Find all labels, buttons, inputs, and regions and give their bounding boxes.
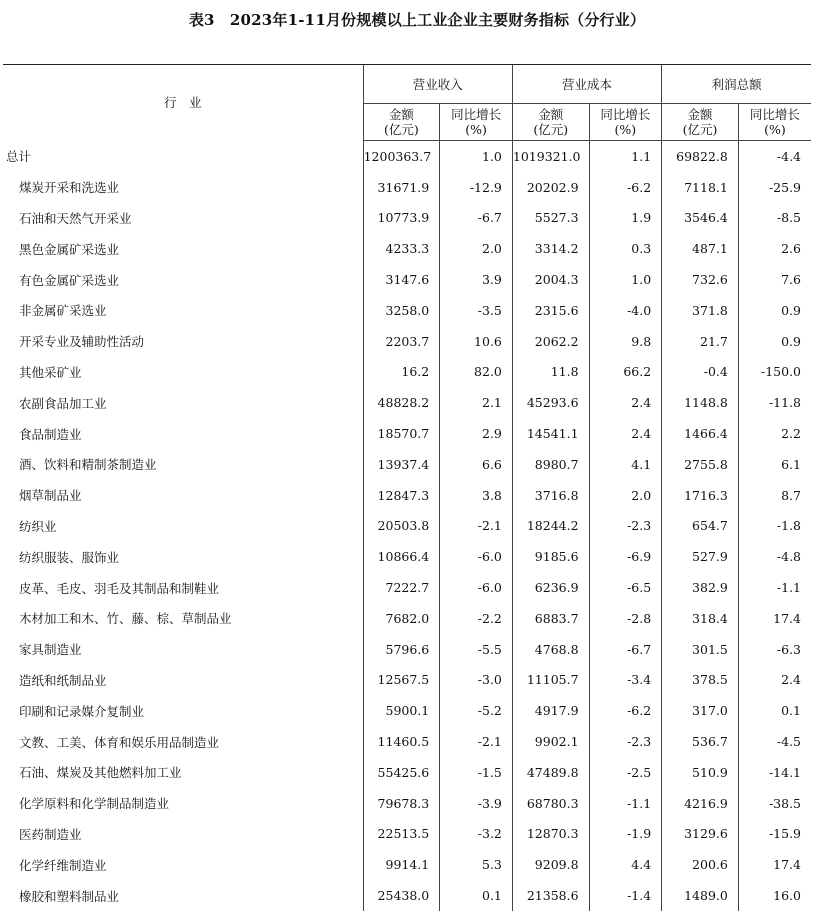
value-cell: 2.2	[738, 418, 811, 449]
value-cell: 25438.0	[363, 880, 440, 911]
value-cell: 2203.7	[363, 326, 440, 357]
value-cell: 9902.1	[512, 726, 589, 757]
value-cell: -8.5	[738, 203, 811, 234]
value-cell: 13937.4	[363, 449, 440, 480]
table-row	[3, 480, 811, 511]
financial-indicators-table	[3, 64, 811, 911]
value-cell: 69822.8	[662, 141, 739, 172]
table-row	[3, 233, 811, 264]
value-cell: 82.0	[440, 357, 513, 388]
industry-name: 食品制造业	[19, 426, 82, 442]
table-row	[3, 665, 811, 696]
value-cell: 3.9	[440, 264, 513, 295]
industry-name: 酒、饮料和精制茶制造业	[19, 457, 157, 473]
value-cell: 0.3	[589, 233, 662, 264]
profit-header: 利润总额	[662, 65, 811, 104]
value-cell: 200.6	[662, 849, 739, 880]
value-cell: 12847.3	[363, 480, 440, 511]
value-cell: 68780.3	[512, 788, 589, 819]
value-cell: -4.0	[589, 295, 662, 326]
value-cell: -3.9	[440, 788, 513, 819]
value-cell: -150.0	[738, 357, 811, 388]
value-cell: -2.1	[440, 511, 513, 542]
value-cell: 5.3	[440, 849, 513, 880]
table-row	[3, 326, 811, 357]
profit-amount-header	[662, 104, 739, 141]
value-cell: -25.9	[738, 172, 811, 203]
industry-name: 造纸和纸制品业	[19, 672, 107, 688]
value-cell: 371.8	[662, 295, 739, 326]
table-row	[3, 511, 811, 542]
value-cell: 3.8	[440, 480, 513, 511]
value-cell: 1489.0	[662, 880, 739, 911]
header-unit: (亿元)	[384, 122, 419, 137]
value-cell: 1.1	[589, 141, 662, 172]
value-cell: 4.1	[589, 449, 662, 480]
value-cell: -1.5	[440, 757, 513, 788]
value-cell: 318.4	[662, 603, 739, 634]
value-cell: -6.0	[440, 572, 513, 603]
value-cell: 20202.9	[512, 172, 589, 203]
industry-name: 烟草制品业	[19, 488, 82, 504]
value-cell: 1.0	[589, 264, 662, 295]
value-cell: -2.8	[589, 603, 662, 634]
value-cell: -6.7	[440, 203, 513, 234]
header-unit: (亿元)	[533, 122, 569, 137]
value-cell: -1.4	[589, 880, 662, 911]
value-cell: 17.4	[738, 603, 811, 634]
industry-name: 纺织业	[19, 518, 57, 534]
industry-name: 黑色金属矿采选业	[19, 241, 120, 257]
header-label: 同比增长	[749, 107, 800, 122]
value-cell: 378.5	[662, 665, 739, 696]
value-cell: 1716.3	[662, 480, 739, 511]
value-cell: 12870.3	[512, 819, 589, 850]
value-cell: -6.0	[440, 541, 513, 572]
industry-name: 印刷和记录媒介复制业	[19, 703, 145, 719]
value-cell: 4.4	[589, 849, 662, 880]
value-cell: 2.1	[440, 387, 513, 418]
value-cell: 2755.8	[662, 449, 739, 480]
value-cell: 7118.1	[662, 172, 739, 203]
value-cell: -4.8	[738, 541, 811, 572]
value-cell: -2.5	[589, 757, 662, 788]
revenue-amount-header	[363, 104, 440, 141]
header-unit: (亿元)	[682, 122, 718, 137]
value-cell: 55425.6	[363, 757, 440, 788]
value-cell: 732.6	[662, 264, 739, 295]
header-label: 金额	[388, 107, 414, 122]
value-cell: 2.4	[589, 418, 662, 449]
value-cell: 0.9	[738, 295, 811, 326]
value-cell: 1019321.0	[512, 141, 589, 172]
value-cell: 2.9	[440, 418, 513, 449]
value-cell: 0.1	[440, 880, 513, 911]
value-cell: 1.0	[440, 141, 513, 172]
header-label: 金额	[687, 107, 713, 122]
revenue-header: 营业收入	[363, 65, 512, 104]
value-cell: 11460.5	[363, 726, 440, 757]
value-cell: 79678.3	[363, 788, 440, 819]
table-row	[3, 757, 811, 788]
profit-growth-header	[738, 104, 811, 141]
value-cell: 11105.7	[512, 665, 589, 696]
value-cell: 301.5	[662, 634, 739, 665]
value-cell: 527.9	[662, 541, 739, 572]
industry-name: 石油和天然气开采业	[19, 210, 132, 226]
table-row	[3, 541, 811, 572]
value-cell: 18570.7	[363, 418, 440, 449]
header-label: 同比增长	[451, 107, 502, 122]
value-cell: 66.2	[589, 357, 662, 388]
value-cell: 3258.0	[363, 295, 440, 326]
table-row	[3, 357, 811, 388]
value-cell: 6236.9	[512, 572, 589, 603]
value-cell: -6.3	[738, 634, 811, 665]
value-cell: -2.2	[440, 603, 513, 634]
value-cell: 382.9	[662, 572, 739, 603]
value-cell: 10866.4	[363, 541, 440, 572]
value-cell: -3.2	[440, 819, 513, 850]
value-cell: 0.9	[738, 326, 811, 357]
value-cell: 16.2	[363, 357, 440, 388]
value-cell: 2315.6	[512, 295, 589, 326]
table-row	[3, 819, 811, 850]
industry-name: 文教、工美、体育和娱乐用品制造业	[19, 734, 220, 750]
value-cell: 3129.6	[662, 819, 739, 850]
value-cell: 1148.8	[662, 387, 739, 418]
value-cell: 2004.3	[512, 264, 589, 295]
value-cell: -38.5	[738, 788, 811, 819]
value-cell: 9185.6	[512, 541, 589, 572]
value-cell: 8.7	[738, 480, 811, 511]
value-cell: 45293.6	[512, 387, 589, 418]
value-cell: -12.9	[440, 172, 513, 203]
value-cell: 2062.2	[512, 326, 589, 357]
value-cell: 3716.8	[512, 480, 589, 511]
table-row	[3, 203, 811, 234]
value-cell: -4.5	[738, 726, 811, 757]
value-cell: 510.9	[662, 757, 739, 788]
table-row	[3, 603, 811, 634]
value-cell: -1.1	[738, 572, 811, 603]
value-cell: -15.9	[738, 819, 811, 850]
header-unit: (%)	[465, 122, 487, 137]
value-cell: 31671.9	[363, 172, 440, 203]
value-cell: -11.8	[738, 387, 811, 418]
value-cell: 1.9	[589, 203, 662, 234]
cost-amount-header	[512, 104, 589, 141]
header-label: 金额	[538, 107, 564, 122]
value-cell: -14.1	[738, 757, 811, 788]
table-row	[3, 295, 811, 326]
value-cell: 2.4	[738, 665, 811, 696]
value-cell: 5900.1	[363, 695, 440, 726]
value-cell: -2.3	[589, 726, 662, 757]
value-cell: 17.4	[738, 849, 811, 880]
table-row	[3, 172, 811, 203]
cost-header: 营业成本	[512, 65, 661, 104]
value-cell: -3.5	[440, 295, 513, 326]
value-cell: 7.6	[738, 264, 811, 295]
value-cell: -1.8	[738, 511, 811, 542]
value-cell: -5.5	[440, 634, 513, 665]
table-row	[3, 418, 811, 449]
value-cell: 9209.8	[512, 849, 589, 880]
industry-name: 开采专业及辅助性活动	[19, 334, 145, 350]
header-label: 同比增长	[600, 107, 651, 122]
value-cell: 20503.8	[363, 511, 440, 542]
value-cell: 3314.2	[512, 233, 589, 264]
value-cell: 487.1	[662, 233, 739, 264]
value-cell: -1.9	[589, 819, 662, 850]
industry-name: 医药制造业	[19, 826, 82, 842]
value-cell: 7222.7	[363, 572, 440, 603]
value-cell: -1.1	[589, 788, 662, 819]
total-row	[3, 141, 811, 172]
value-cell: -5.2	[440, 695, 513, 726]
value-cell: 2.4	[589, 387, 662, 418]
value-cell: 5796.6	[363, 634, 440, 665]
industry-name: 非金属矿采选业	[19, 303, 107, 319]
value-cell: 18244.2	[512, 511, 589, 542]
table-row	[3, 880, 811, 911]
value-cell: 22513.5	[363, 819, 440, 850]
value-cell: 2.6	[738, 233, 811, 264]
table-row	[3, 387, 811, 418]
value-cell: 14541.1	[512, 418, 589, 449]
value-cell: 6.1	[738, 449, 811, 480]
value-cell: 10.6	[440, 326, 513, 357]
value-cell: 4917.9	[512, 695, 589, 726]
industry-name: 总计	[6, 149, 32, 165]
industry-name: 煤炭开采和洗选业	[19, 180, 120, 196]
table-row	[3, 726, 811, 757]
value-cell: 7682.0	[363, 603, 440, 634]
value-cell: 0.1	[738, 695, 811, 726]
value-cell: 3147.6	[363, 264, 440, 295]
industry-name: 木材加工和木、竹、藤、棕、草制品业	[19, 611, 232, 627]
value-cell: -6.2	[589, 695, 662, 726]
value-cell: 48828.2	[363, 387, 440, 418]
table-row	[3, 849, 811, 880]
value-cell: 317.0	[662, 695, 739, 726]
value-cell: -0.4	[662, 357, 739, 388]
industry-name: 石油、煤炭及其他燃料加工业	[19, 765, 182, 781]
industry-name: 化学原料和化学制品制造业	[19, 796, 170, 812]
value-cell: -2.3	[589, 511, 662, 542]
value-cell: 10773.9	[363, 203, 440, 234]
industry-name: 化学纤维制造业	[19, 857, 107, 873]
value-cell: 536.7	[662, 726, 739, 757]
value-cell: -6.2	[589, 172, 662, 203]
value-cell: 1200363.7	[363, 141, 440, 172]
table-title: 表3 2023年1-11月份规模以上工业企业主要财务指标（分行业）	[188, 11, 646, 29]
table-row	[3, 572, 811, 603]
value-cell: -3.0	[440, 665, 513, 696]
header-unit: (%)	[764, 122, 786, 137]
value-cell: 4233.3	[363, 233, 440, 264]
industry-name: 有色金属矿采选业	[19, 272, 120, 288]
industry-name: 农副食品加工业	[19, 395, 107, 411]
industry-name: 橡胶和塑料制品业	[19, 888, 120, 904]
revenue-growth-header	[440, 104, 513, 141]
industry-name: 纺织服装、服饰业	[19, 549, 120, 565]
value-cell: 47489.8	[512, 757, 589, 788]
table-row	[3, 449, 811, 480]
table-row	[3, 264, 811, 295]
value-cell: -2.1	[440, 726, 513, 757]
value-cell: 21.7	[662, 326, 739, 357]
table-row	[3, 788, 811, 819]
value-cell: -4.4	[738, 141, 811, 172]
value-cell: 3546.4	[662, 203, 739, 234]
value-cell: 6883.7	[512, 603, 589, 634]
industry-name: 家具制造业	[19, 642, 82, 658]
value-cell: -6.7	[589, 634, 662, 665]
value-cell: 9.8	[589, 326, 662, 357]
value-cell: 6.6	[440, 449, 513, 480]
value-cell: -6.9	[589, 541, 662, 572]
value-cell: 11.8	[512, 357, 589, 388]
cost-growth-header	[589, 104, 662, 141]
value-cell: 12567.5	[363, 665, 440, 696]
value-cell: 4768.8	[512, 634, 589, 665]
value-cell: 1466.4	[662, 418, 739, 449]
value-cell: 2.0	[589, 480, 662, 511]
value-cell: 654.7	[662, 511, 739, 542]
value-cell: 8980.7	[512, 449, 589, 480]
value-cell: 9914.1	[363, 849, 440, 880]
value-cell: -6.5	[589, 572, 662, 603]
industry-header: 行 业	[3, 65, 363, 141]
table-row	[3, 695, 811, 726]
value-cell: 21358.6	[512, 880, 589, 911]
industry-name: 皮革、毛皮、羽毛及其制品和制鞋业	[19, 580, 220, 596]
value-cell: 4216.9	[662, 788, 739, 819]
value-cell: 16.0	[738, 880, 811, 911]
value-cell: 2.0	[440, 233, 513, 264]
header-unit: (%)	[614, 122, 637, 137]
industry-name: 其他采矿业	[19, 364, 82, 380]
value-cell: -3.4	[589, 665, 662, 696]
value-cell: 5527.3	[512, 203, 589, 234]
table-row	[3, 634, 811, 665]
